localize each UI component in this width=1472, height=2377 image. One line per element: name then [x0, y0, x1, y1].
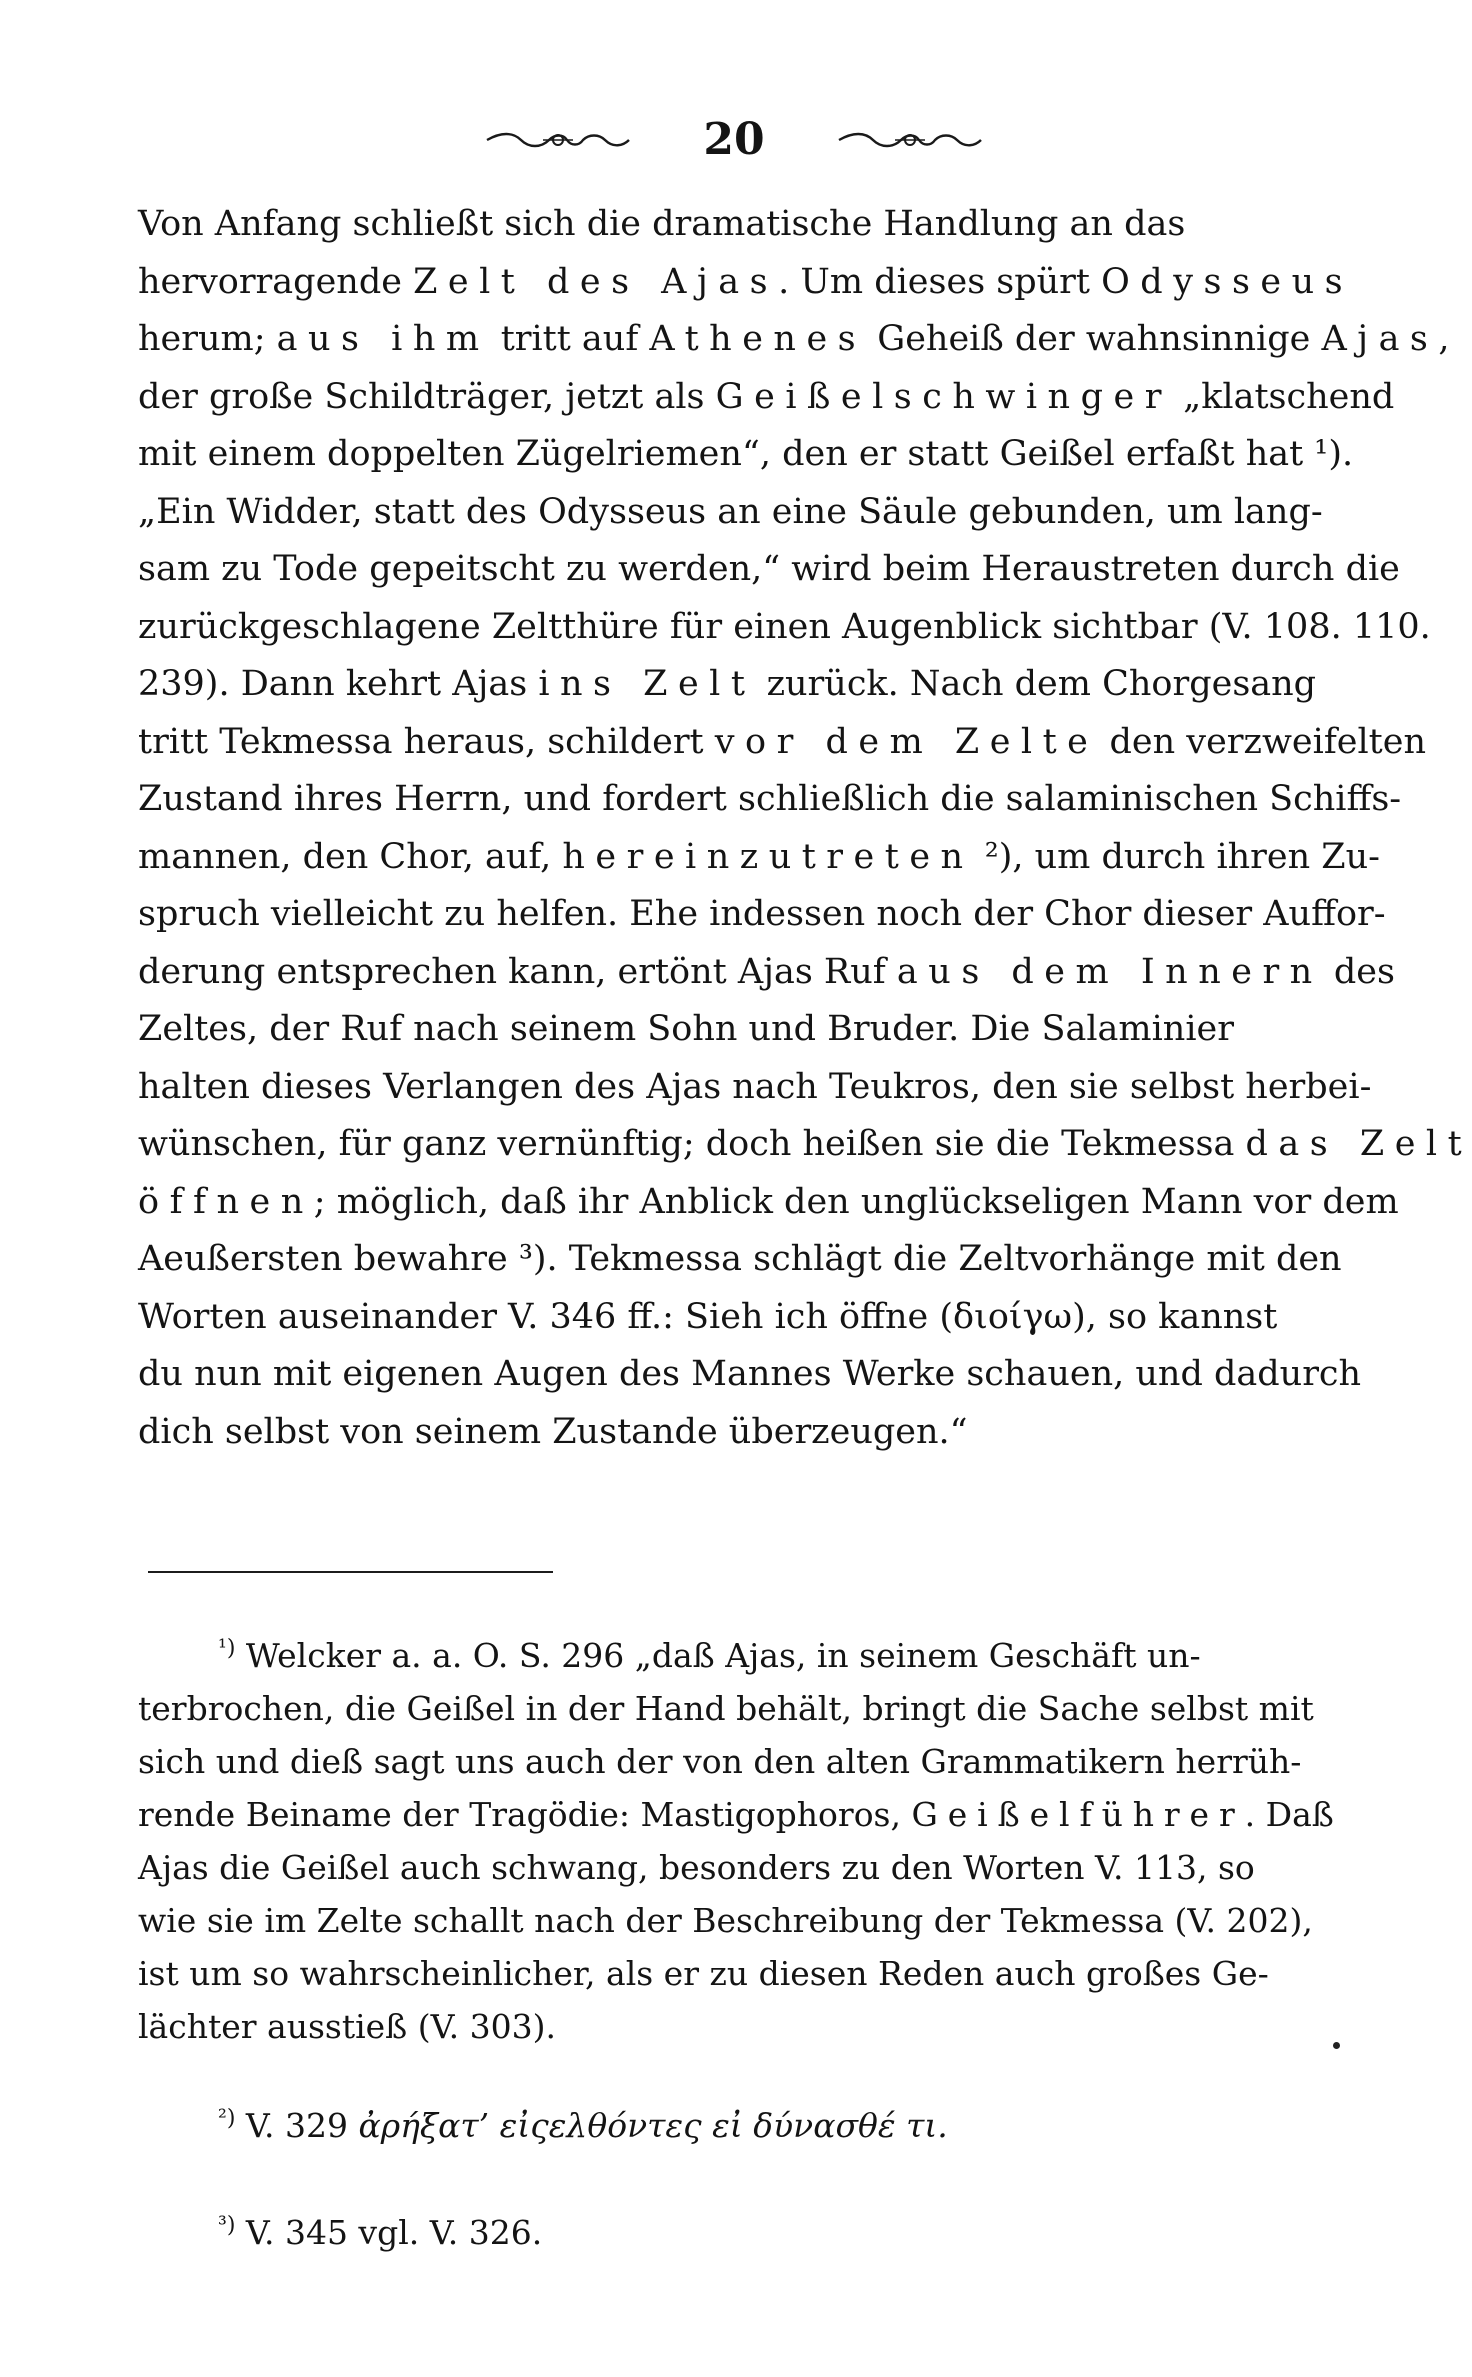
spaced-emphasis: Geißelschwinger: [715, 376, 1172, 417]
spaced-emphasis: vor dem Zelte: [714, 721, 1099, 762]
footnote-mark: ¹): [218, 1636, 236, 1661]
footnote-mark: ³): [218, 2213, 236, 2238]
main-text: [138, 196, 1472, 1461]
footnote-1: [138, 1629, 1334, 2053]
footnote-separator: [148, 1571, 553, 1573]
flourish-left-icon: [483, 128, 633, 152]
text-line: Aeußersten bewahre ³). Tekmessa schlägt die Zeltvorhänge mit den: [138, 1239, 1342, 1279]
spaced-emphasis: hereinzutreten: [562, 836, 974, 877]
text-line: mit einem doppelten Zügelriemen“, den er statt Geißel erfaßt hat ¹).: [138, 434, 1354, 474]
spaced-emphasis: Zelt des Ajas: [413, 261, 779, 302]
greek-quote: ἀρήξατ’ εἰςελθόντες εἰ δύνασθέ τι.: [358, 2106, 948, 2145]
ink-speck: [1333, 2042, 1340, 2049]
footnote-line: rende Beiname der Tragödie: Mastigophoros, Geißelführer. Daß: [138, 1795, 1334, 1834]
text-line: Worten auseinander V. 346 ff.: Sieh ich öffne (διοίγω), so kannst: [138, 1296, 1278, 1337]
text-line: zurückgeschlagene Zeltthüre für einen Augenblick sichtbar (V. 108. 110.: [138, 606, 1431, 647]
spaced-emphasis: Odysseus: [1101, 261, 1354, 302]
text-line: herum; aus ihm tritt auf Athenes Geheiß der wahnsinnige Ajas,: [138, 319, 1450, 359]
spaced-emphasis: öffnen: [138, 1181, 314, 1222]
text-line: Zustand ihres Herrn, und fordert schließlich die salaminischen Schiffs-: [138, 779, 1402, 819]
spaced-emphasis: Athenes: [649, 319, 867, 359]
footnotes: [138, 1629, 1334, 2259]
footnote-3: [138, 2206, 1330, 2259]
text-line: derung entsprechen kann, ertönt Ajas Ruf aus dem Innern des: [138, 951, 1395, 992]
spaced-emphasis: ins Zelt: [538, 664, 756, 704]
text-line: Zeltes, der Ruf nach seinem Sohn und Bruder. Die Salaminier: [138, 1009, 1234, 1049]
spaced-emphasis: Geißelführer: [911, 1795, 1245, 1834]
page-header: [138, 110, 1330, 170]
page-number: 20: [703, 114, 765, 165]
spaced-emphasis: aus ihm: [276, 319, 490, 359]
footnote-line: Ajas die Geißel auch schwang, besonders zu den Worten V. 113, so: [138, 1848, 1255, 1887]
footnote-line: ist um so wahrscheinlicher, als er zu diesen Reden auch großes Ge-: [138, 1954, 1269, 1993]
text-line: mannen, den Chor, auf, hereinzutreten ²), um durch ihren Zu-: [138, 836, 1380, 877]
spaced-emphasis: das Zelt: [1245, 1124, 1472, 1164]
text-line: hervorragende Zelt des Ajas. Um dieses spürt Odysseus: [138, 261, 1354, 302]
text-line: dich selbst von seinem Zustande überzeugen.“: [138, 1411, 968, 1452]
text-line: 239). Dann kehrt Ajas ins Zelt zurück. Nach dem Chorgesang: [138, 664, 1317, 704]
footnote-mark: ²): [218, 2106, 236, 2131]
footnote-line: $^{^2)}$ V. 329 ἀρήξατ’ εἰςελθόντες εἰ δύνασθέ τι.: [218, 2106, 948, 2145]
text-line: halten dieses Verlangen des Ajas nach Teukros, den sie selbst herbei-: [138, 1066, 1372, 1107]
spaced-emphasis: aus dem Innern: [896, 951, 1323, 992]
text-line: spruch vielleicht zu helfen. Ehe indessen noch der Chor dieser Auffor-: [138, 894, 1386, 934]
text-line: du nun mit eigenen Augen des Mannes Werke schauen, und dadurch: [138, 1354, 1362, 1394]
footnote-2: [138, 2099, 1330, 2152]
text-line: wünschen, für ganz vernünftig; doch heißen sie die Tekmessa das Zelt: [138, 1124, 1472, 1164]
footnote-line: lächter ausstieß (V. 303).: [138, 2007, 556, 2046]
text-line: sam zu Tode gepeitscht zu werden,“ wird beim Heraustreten durch die: [138, 549, 1400, 589]
footnote-line: $^{^3)}$ V. 345 vgl. V. 326.: [218, 2213, 543, 2252]
text-line: „Ein Widder, statt des Odysseus an eine Säule gebunden, um lang-: [138, 491, 1323, 532]
flourish-right-icon: [835, 128, 985, 152]
footnote-line: sich und dieß sagt uns auch der von den alten Grammatikern herrüh-: [138, 1742, 1302, 1781]
footnote-line: wie sie im Zelte schallt nach der Beschreibung der Tekmessa (V. 202),: [138, 1901, 1313, 1940]
footnote-line: $^{^1)}$ Welcker a. a. O. S. 296 „daß Ajas, in seinem Geschäft un-: [218, 1636, 1201, 1675]
text-line: tritt Tekmessa heraus, schildert vor dem Zelte den verzweifelten: [138, 721, 1427, 762]
spaced-emphasis: Ajas: [1321, 319, 1439, 359]
text-line: der große Schildträger, jetzt als Geißelschwinger „klatschend: [138, 376, 1395, 417]
footnote-line: terbrochen, die Geißel in der Hand behält, bringt die Sache selbst mit: [138, 1689, 1314, 1728]
text-line: Von Anfang schließt sich die dramatische Handlung an das: [138, 204, 1186, 244]
text-line: öffnen; möglich, daß ihr Anblick den unglückseligen Mann vor dem: [138, 1181, 1399, 1222]
